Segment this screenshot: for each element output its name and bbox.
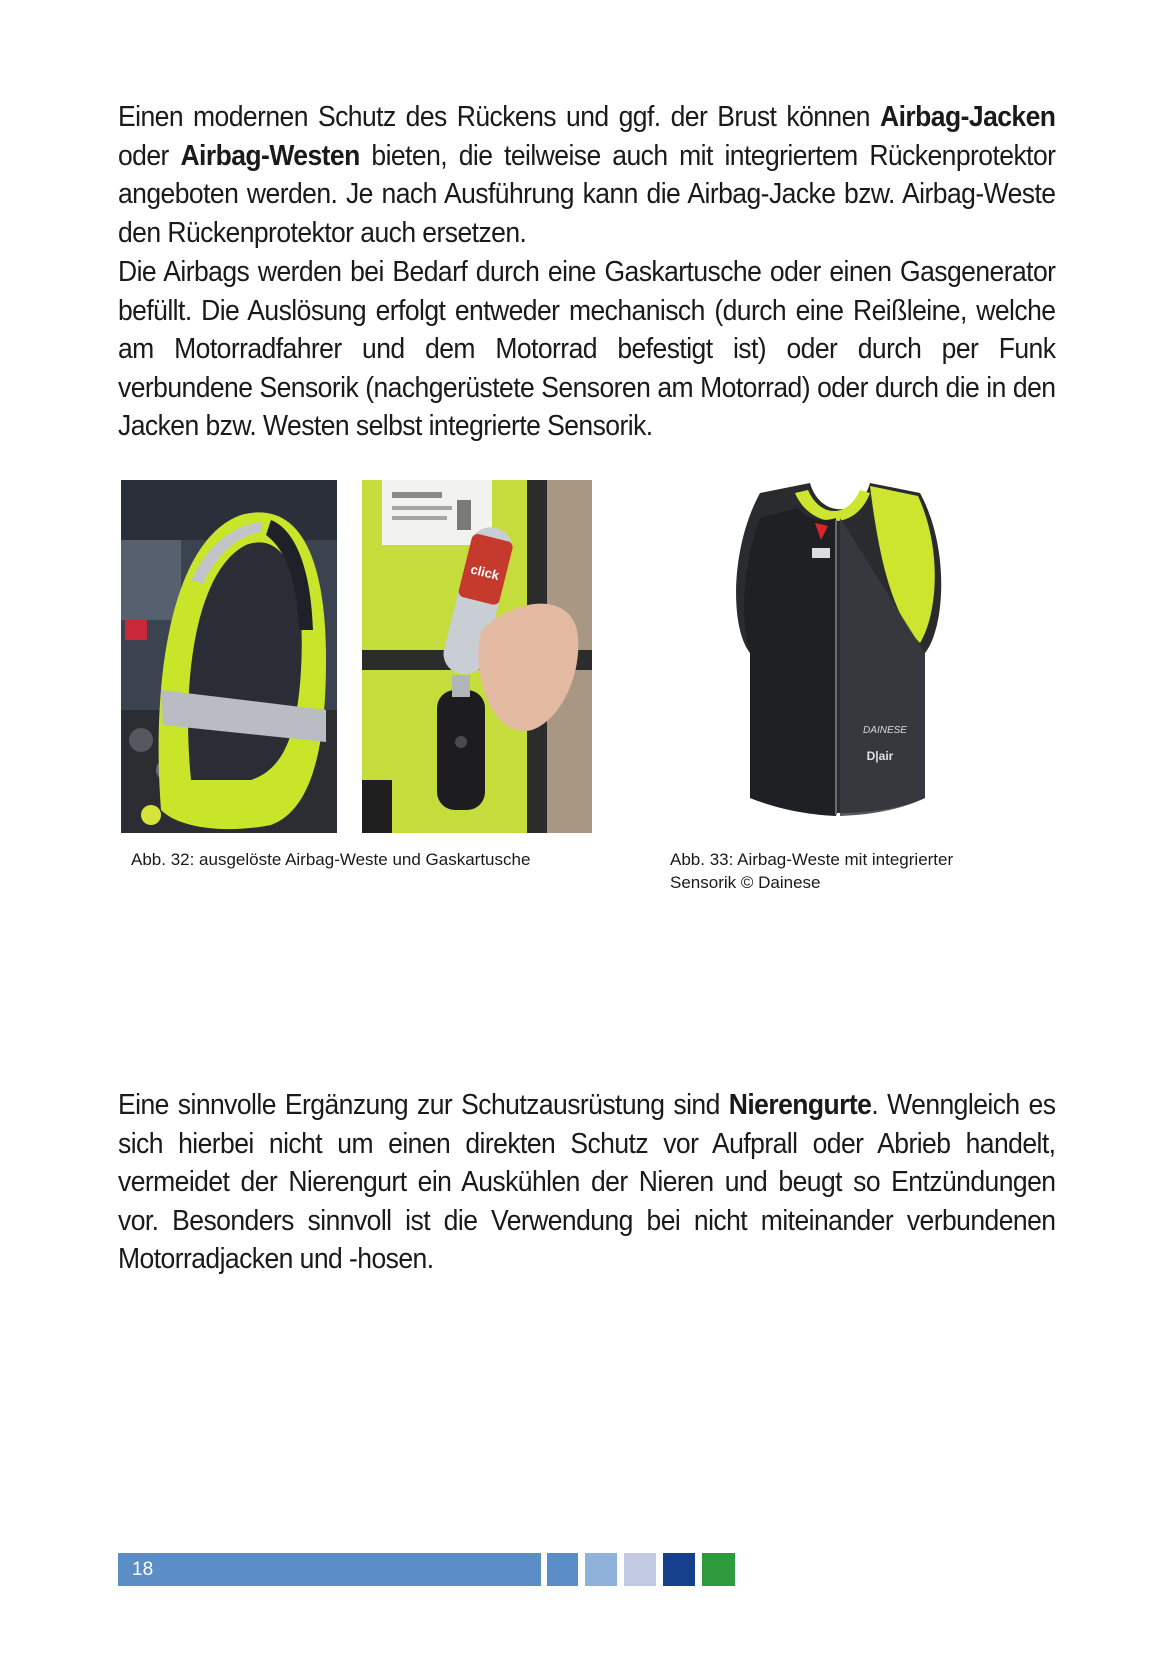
photo-dainese-airbag-vest [720,478,952,833]
term-nierengurte: Nierengurte [728,1089,872,1121]
model-label: D|air [866,749,894,763]
caption-fig-32: Abb. 32: ausgelöste Airbag-Weste und Gaskartusche [131,850,531,869]
text-run: oder [118,139,181,172]
photo-triggered-airbag-vest [121,480,337,833]
text-run: Eine sinnvolle Ergänzung zur Schutzausrüstung sind [118,1089,729,1121]
footer-bar [118,1553,541,1586]
page-number: 18 [132,1559,154,1580]
text-run: bieten, die teilweise auch mit integriertem Rückenprotektor angeboten werden. Je nach Ausführung kann die Airbag-Jacke bzw. Airbag-Weste den Rückenprotektor auch ersetzen. [118,139,1056,249]
photo-gas-canister-illustration [362,480,592,833]
paragraph-airbag-trigger: Die Airbags werden bei Bedarf durch eine Gaskartusche oder einen Gasgenerator befüllt. Die Auslösung erfolgt entweder mechanisch (durch eine Reißleine, welche am Motorradfahrer und dem Motorrad befestigt ist) oder durch per Funk verbundene Sensorik (nachgerüstete Sensoren am Motorrad) oder durch die in den Jacken bzw. Westen selbst integrierte Sensorik. [118,256,1056,442]
footer-square-green [702,1553,735,1586]
text-run: . Wenngleich es sich hierbei nicht um einen direkten Schutz vor Aufprall oder Abrieb handelt, vermeidet der Nierengurt ein Auskühlen der Nieren und beugt so Entzündungen vor. Besonders sinnvoll ist die Verwendung bei nicht miteinander verbundenen Motorradjacken und -hosen. [118,1089,1056,1275]
brand-label: DAINESE [863,725,907,736]
photo-gas-canister [362,480,592,833]
paragraph-nierengurte [118,1086,1055,1279]
canister-label: click [469,561,501,583]
term-airbag-westen: Airbag-Westen [180,139,360,172]
footer-square-blue [547,1553,578,1586]
paragraph-airbag-intro [118,98,1055,252]
footer-square-pale [624,1553,656,1586]
term-airbag-jacken: Airbag-Jacken [880,101,1056,133]
photo-triggered-airbag-vest-illustration [121,480,337,833]
footer-square-light-blue [585,1553,617,1586]
caption-fig-33-line2: Sensorik © Dainese [670,873,821,892]
footer-square-dark-blue [663,1553,695,1586]
text-run: Einen modernen Schutz des Rückens und ggf. der Brust können [118,101,881,133]
caption-fig-33 [670,848,1030,894]
photo-dainese-airbag-vest-illustration [720,478,952,833]
caption-fig-33-line1: Abb. 33: Airbag-Weste mit integrierter [670,850,954,869]
